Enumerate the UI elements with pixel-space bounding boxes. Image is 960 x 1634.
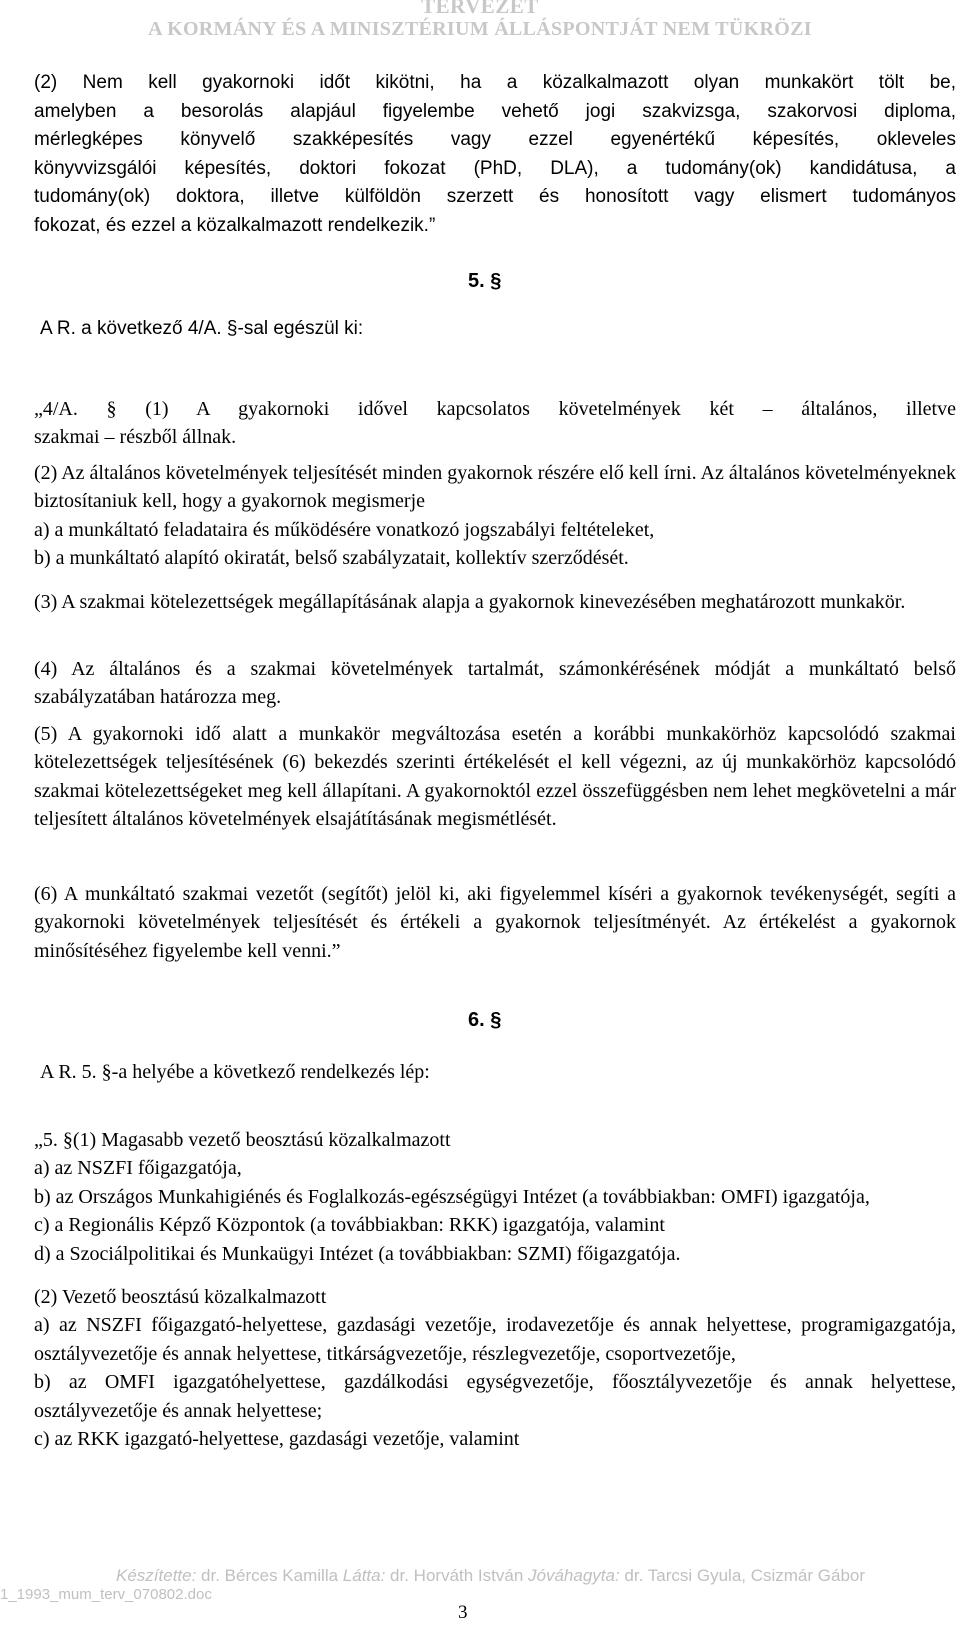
paragraph-text: (2) Az általános követelmények teljesítését minden gyakornok részére elő kell írni. Az általános követelményeknek biztosítaniuk kell, hogy a gyakornok megismerje — [34, 462, 956, 513]
section-5-intro: A R. a következő 4/A. §-sal egészül ki: — [40, 318, 364, 339]
seen-name: dr. Horváth István — [385, 1566, 529, 1585]
list-item-c: c) a Regionális Képző Központok (a továbbiakban: RKK) igazgatója, valamint — [34, 1214, 665, 1237]
prepared-name: dr. Bérces Kamilla — [196, 1566, 343, 1585]
seen-label: Látta: — [342, 1566, 386, 1585]
list-item-b: b) az OMFI igazgatóhelyettese, gazdálkodási egységvezetője, főosztályvezetője és annak helyettese, osztályvezetője és annak helyettese; — [34, 1371, 956, 1422]
section-5-para-5: (5) A gyakornoki idő alatt a munkakör megváltozása esetén a korábbi munkakörhöz kapcsolódó szakmai kötelezettségek teljesítésének (6) bekezdés szerinti értékelését el kell végezni, az új munkakörhöz kapcsolódó szakmai kötelezettségeket meg kell állapítani. A gyakornoktól ezzel összefüggésben nem lehet megkövetelni a már teljesített általános követelmények elsajátításának megismétlését. — [34, 723, 956, 831]
section-6-para-2 — [34, 1283, 956, 1453]
section-5-para-3: (3) A szakmai kötelezettségek megállapításának alapja a gyakornok kinevezésében meghatározott munkakör. — [34, 591, 906, 613]
list-item-a: a) a munkáltató feladataira és működésére vonatkozó jogszabályi feltételeket, — [34, 518, 655, 541]
paragraph-line: fokozat, és ezzel a közalkalmazott rendelkezik.” — [34, 214, 436, 236]
list-item-b: b) a munkáltató alapító okiratát, belső szabályzatait, kollektív szerződését. — [34, 547, 629, 570]
approved-name: dr. Tarcsi Gyula, Csizmár Gábor — [619, 1566, 866, 1585]
section-5-para-4: (4) Az általános és a szakmai követelmények tartalmát, számonkérésének módját a munkáltató belső szabályzatában határozza meg. — [34, 658, 956, 709]
paragraph-title: (2) Vezető beosztású közalkalmazott — [34, 1286, 327, 1308]
section-6-intro: A R. 5. §-a helyébe a következő rendelkezés lép: — [40, 1061, 430, 1083]
prepared-label: Készítette: — [116, 1566, 197, 1585]
section-5-body — [34, 395, 956, 452]
section-5-para-2 — [34, 459, 956, 573]
approved-label: Jóváhagyta: — [528, 1566, 620, 1585]
footer-filename: 1_1993_mum_terv_070802.doc — [0, 1586, 212, 1603]
footer-credits — [116, 1566, 865, 1586]
page-footer — [0, 1566, 960, 1634]
list-item-a: a) az NSZFI főigazgatója, — [34, 1157, 242, 1180]
section-5-para-6: (6) A munkáltató szakmai vezetőt (segítőt) jelöl ki, aki figyelemmel kíséri a gyakornok tevékenységét, segíti a gyakornoki követelmények teljesítését és értékeli a gyakornok teljesítményét. Az értékelést a gyakornok minősítéséhez figyelembe kell venni.” — [34, 883, 956, 962]
paragraph-line: tudomány(ok) doktora, illetve külföldön szerzett és honosított vagy elismert tudományos — [34, 186, 956, 208]
list-item-b: b) az Országos Munkahigiénés és Foglalkozás-egészségügyi Intézet (a továbbiakban: OMFI) igazgatója, — [34, 1185, 870, 1208]
header-draft-label: TERVEZET — [421, 0, 539, 18]
paragraph-2 — [34, 69, 956, 241]
paragraph-title: „5. §(1) Magasabb vezető beosztású közalkalmazott — [34, 1129, 451, 1151]
list-item-c: c) az RKK igazgató-helyettese, gazdasági vezetője, valamint — [34, 1428, 520, 1451]
section-5-heading: 5. § — [468, 270, 502, 292]
paragraph-line: (2) Nem kell gyakornoki időt kikötni, ha a közalkalmazott olyan munkakört tölt be, — [34, 72, 956, 93]
list-item-a: a) az NSZFI főigazgató-helyettese, gazdasági vezetője, irodavezetője és annak helyettese, programigazgatója, osztályvezetője és annak helyettese, titkárságvezetője, részlegvezetője, csoportvezetője, — [34, 1314, 956, 1365]
section-6-heading: 6. § — [468, 1009, 502, 1031]
paragraph-line: szakmai – részből állnak. — [34, 426, 237, 449]
list-item-d: d) a Szociálpolitikai és Munkaügyi Intézet (a továbbiakban: SZMI) főigazgatója. — [34, 1242, 681, 1265]
section-6-para-1 — [34, 1126, 956, 1268]
paragraph-line: amelyben a besorolás alapjául figyelembe vehető jogi szakvizsga, szakorvosi diploma, — [34, 100, 956, 122]
paragraph-line: könyvvizsgálói képesítés, doktori fokozat (PhD, DLA), a tudomány(ok) kandidátusa, a — [34, 157, 956, 179]
paragraph-line: „4/A. § (1) A gyakornoki idővel kapcsolatos követelmények két – általános, illetve — [34, 398, 956, 420]
page-number: 3 — [458, 1602, 468, 1623]
header-disclaimer: A KORMÁNY ÉS A MINISZTÉRIUM ÁLLÁSPONTJÁT NEM TÜKRÖZI — [148, 18, 812, 40]
paragraph-line: mérlegképes könyvelő szakképesítés vagy ezzel egyenértékű képesítés, okleveles — [34, 129, 956, 151]
